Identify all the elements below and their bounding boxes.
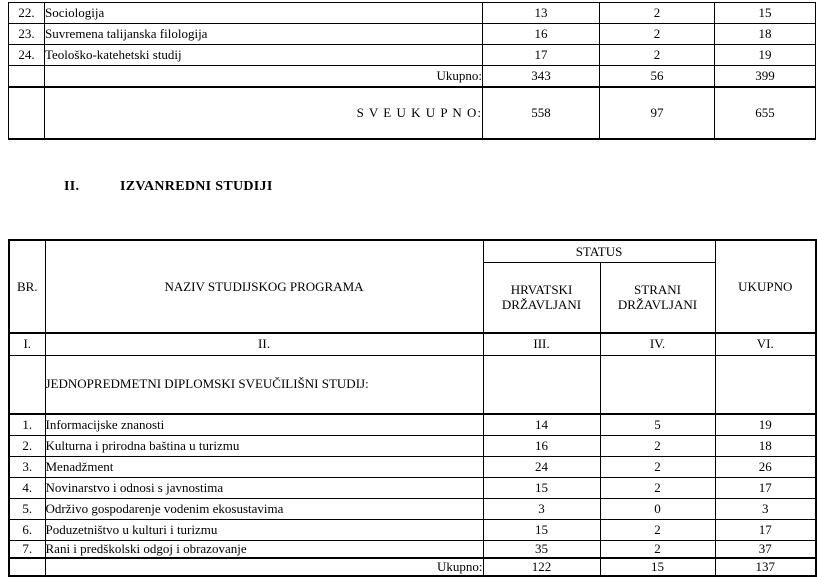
strani-total: 15 bbox=[600, 558, 715, 576]
group-header-row bbox=[9, 355, 816, 414]
column-number: II. bbox=[45, 333, 483, 355]
empty-cell bbox=[9, 355, 45, 414]
row-number: 22. bbox=[9, 3, 45, 24]
program-name: Informacijske znanosti bbox=[45, 414, 483, 435]
program-name: Teološko-katehetski studij bbox=[45, 45, 483, 66]
column-number: IV. bbox=[600, 333, 715, 355]
ukupno-count: 37 bbox=[715, 540, 816, 558]
hrvatski-total: 343 bbox=[483, 66, 600, 87]
program-name: Poduzetništvo u kulturi i turizmu bbox=[45, 519, 483, 540]
strani-count: 2 bbox=[600, 519, 715, 540]
empty-cell bbox=[600, 355, 715, 414]
hrvatski-count: 35 bbox=[483, 540, 600, 558]
row-number: 3. bbox=[9, 456, 45, 477]
empty-cell bbox=[9, 87, 45, 139]
ukupno-count: 15 bbox=[715, 3, 816, 24]
row-number: 24. bbox=[9, 45, 45, 66]
row-number: 5. bbox=[9, 498, 45, 519]
table-row bbox=[9, 498, 816, 519]
subtotal-label: Ukupno: bbox=[45, 558, 483, 576]
strani-count: 2 bbox=[600, 456, 715, 477]
program-name: Održivo gospodarenje vodenim ekosustavima bbox=[45, 498, 483, 519]
subtotal-row bbox=[9, 558, 816, 576]
table-row bbox=[9, 414, 816, 435]
header-row-status bbox=[9, 240, 816, 262]
table-row bbox=[9, 540, 816, 558]
hrvatski-count: 24 bbox=[483, 456, 600, 477]
ukupno-total: 137 bbox=[715, 558, 816, 576]
program-name: Sociologija bbox=[45, 3, 483, 24]
program-name: Novinarstvo i odnosi s javnostima bbox=[45, 477, 483, 498]
program-name: Kulturna i prirodna baština u turizmu bbox=[45, 435, 483, 456]
hrvatski-count: 3 bbox=[483, 498, 600, 519]
table-row bbox=[9, 477, 816, 498]
strani-count: 2 bbox=[600, 3, 715, 24]
hrvatski-grand-total: 558 bbox=[483, 87, 600, 139]
header-program: NAZIV STUDIJSKOG PROGRAMA bbox=[45, 240, 483, 333]
program-name: Rani i predškolski odgoj i obrazovanje bbox=[45, 540, 483, 558]
strani-count: 2 bbox=[600, 24, 715, 45]
table-row bbox=[9, 435, 816, 456]
strani-count: 0 bbox=[600, 498, 715, 519]
strani-count: 2 bbox=[600, 45, 715, 66]
hrvatski-count: 15 bbox=[483, 477, 600, 498]
ukupno-count: 19 bbox=[715, 414, 816, 435]
ukupno-count: 18 bbox=[715, 24, 816, 45]
strani-count: 2 bbox=[600, 435, 715, 456]
subtotal-row bbox=[9, 66, 816, 87]
izvanredni-studiji-table bbox=[8, 239, 817, 577]
grand-total-row bbox=[9, 87, 816, 139]
strani-count: 2 bbox=[600, 477, 715, 498]
row-number: 7. bbox=[9, 540, 45, 558]
header-br: BR. bbox=[9, 240, 45, 333]
hrvatski-count: 15 bbox=[483, 519, 600, 540]
strani-count: 2 bbox=[600, 540, 715, 558]
section-numeral: II. bbox=[64, 179, 80, 194]
ukupno-total: 399 bbox=[715, 66, 816, 87]
header-strani-drzavljani: STRANI DRŽAVLJANI bbox=[600, 262, 715, 333]
ukupno-grand-total: 655 bbox=[715, 87, 816, 139]
ukupno-count: 26 bbox=[715, 456, 816, 477]
column-number: I. bbox=[9, 333, 45, 355]
hrvatski-count: 13 bbox=[483, 3, 600, 24]
header-hrvatski-drzavljani: HRVATSKI DRŽAVLJANI bbox=[483, 262, 600, 333]
grand-total-label: S V E U K U P N O: bbox=[45, 87, 483, 139]
section-heading bbox=[64, 179, 273, 195]
program-name: Menadžment bbox=[45, 456, 483, 477]
hrvatski-count: 16 bbox=[483, 435, 600, 456]
empty-cell bbox=[9, 558, 45, 576]
hrvatski-count: 17 bbox=[483, 45, 600, 66]
table-row bbox=[9, 24, 816, 45]
table-row bbox=[9, 519, 816, 540]
row-number: 23. bbox=[9, 24, 45, 45]
program-name: Suvremena talijanska filologija bbox=[45, 24, 483, 45]
table-row bbox=[9, 45, 816, 66]
hrvatski-count: 14 bbox=[483, 414, 600, 435]
strani-count: 5 bbox=[600, 414, 715, 435]
column-number: VI. bbox=[715, 333, 816, 355]
table-row bbox=[9, 456, 816, 477]
ukupno-count: 17 bbox=[715, 477, 816, 498]
ukupno-count: 3 bbox=[715, 498, 816, 519]
row-number: 6. bbox=[9, 519, 45, 540]
group-header-label: JEDNOPREDMETNI DIPLOMSKI SVEUČILIŠNI STUDIJ: bbox=[45, 355, 483, 414]
empty-cell bbox=[715, 355, 816, 414]
row-number: 2. bbox=[9, 435, 45, 456]
ukupno-count: 17 bbox=[715, 519, 816, 540]
column-number: III. bbox=[483, 333, 600, 355]
hrvatski-total: 122 bbox=[483, 558, 600, 576]
strani-grand-total: 97 bbox=[600, 87, 715, 139]
header-status: STATUS bbox=[483, 240, 715, 262]
empty-cell bbox=[9, 66, 45, 87]
header-ukupno: UKUPNO bbox=[715, 240, 816, 333]
ukupno-count: 19 bbox=[715, 45, 816, 66]
row-number: 4. bbox=[9, 477, 45, 498]
regular-studies-table-continued bbox=[8, 2, 816, 140]
subtotal-label: Ukupno: bbox=[45, 66, 483, 87]
hrvatski-count: 16 bbox=[483, 24, 600, 45]
table-row bbox=[9, 3, 816, 24]
row-number: 1. bbox=[9, 414, 45, 435]
ukupno-count: 18 bbox=[715, 435, 816, 456]
strani-total: 56 bbox=[600, 66, 715, 87]
empty-cell bbox=[483, 355, 600, 414]
section-title: IZVANREDNI STUDIJI bbox=[120, 179, 273, 194]
column-numbers-row bbox=[9, 333, 816, 355]
